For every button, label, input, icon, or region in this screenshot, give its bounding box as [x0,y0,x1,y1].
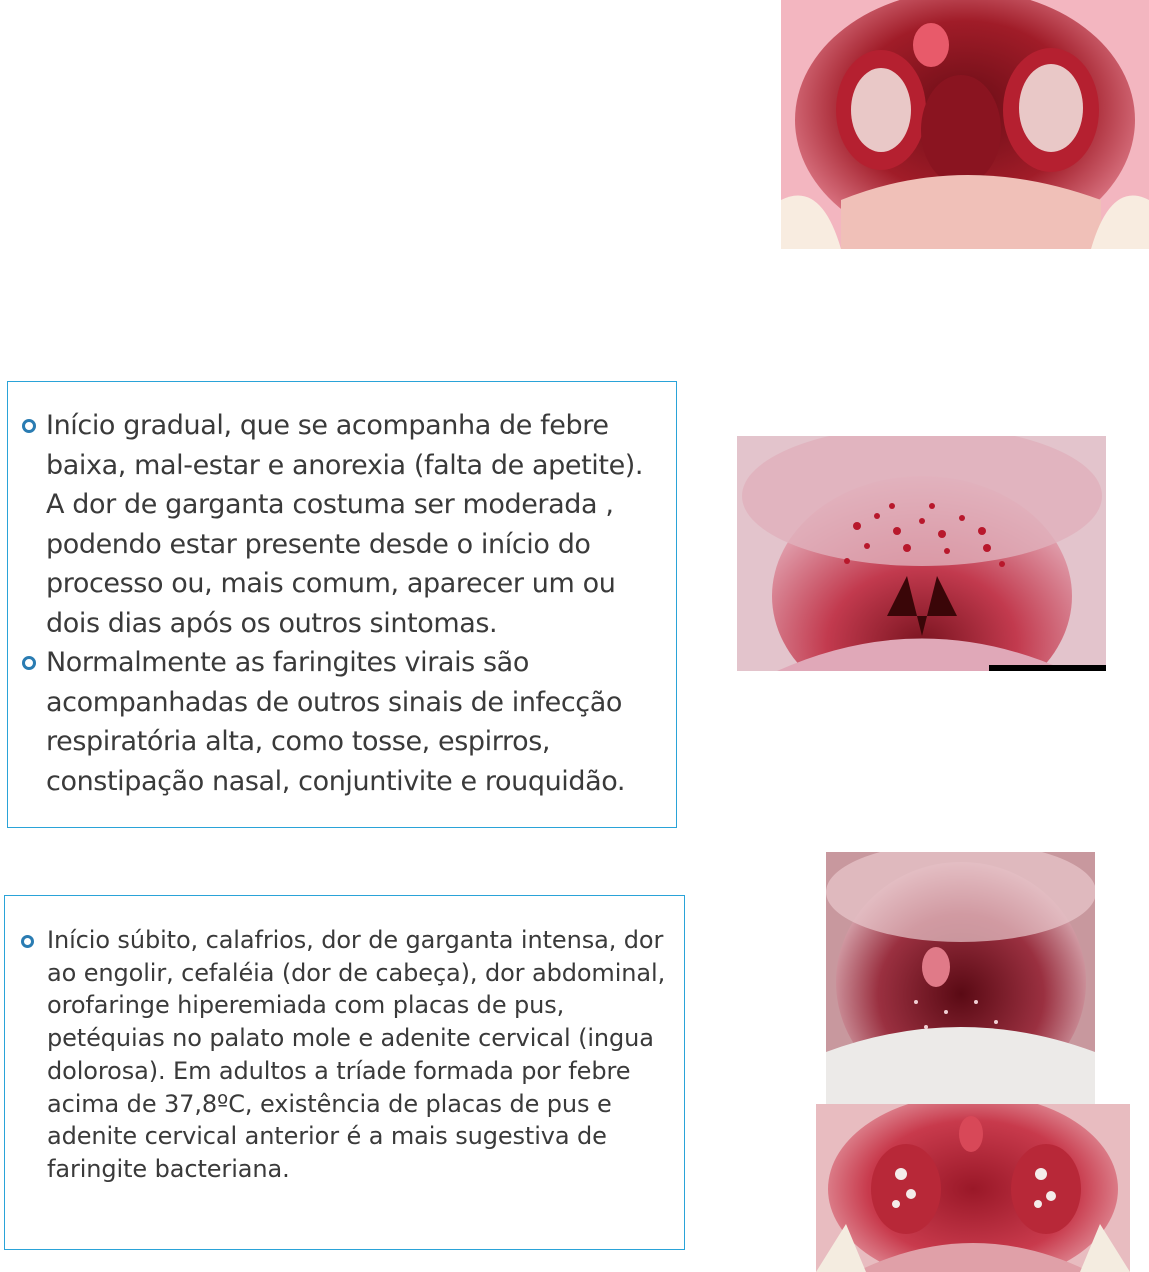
bacterial-symptom-list [21,924,674,1186]
list-item-text: Início súbito, calafrios, dor de garganta intensa, dor ao engolir, cefaléia (dor de cabeça), dor abdominal, orofaringe hiperemiada com placas de pus, petéquias no palato mole e adenite cervical (ingua dolorosa). Em adultos a tríade formada por febre acima de 37,8ºC, existência de placas de pus e adenite cervical anterior é a mais sugestiva de faringite bacteriana. [47,926,666,1183]
bacterial-pharyngitis-box [4,895,685,1250]
throat-photo-bacterial-pus-plaques [816,1104,1130,1272]
throat-photo-exudative-tonsillitis [781,0,1149,249]
viral-pharyngitis-box [7,381,677,828]
list-item [22,406,666,643]
list-item [22,643,666,801]
throat-photo-viral-petechiae [737,436,1106,671]
bullet-circle-icon [21,935,34,948]
viral-symptom-list [22,406,666,801]
bullet-circle-icon [22,419,36,433]
list-item [21,924,674,1186]
bullet-circle-icon [22,656,36,670]
list-item-text: Início gradual, que se acompanha de febre baixa, mal-estar e anorexia (falta de apetite). A dor de garganta costuma ser moderada , podendo estar presente desde o início do processo ou, mais comum, aparecer um ou dois dias após os outros sintomas. [46,410,644,639]
list-item-text: Normalmente as faringites virais são acompanhadas de outros sinais de infecção respiratória alta, como tosse, espirros, constipação nasal, conjuntivite e rouquidão. [46,647,626,797]
throat-photo-palate-petechiae [826,852,1095,1105]
